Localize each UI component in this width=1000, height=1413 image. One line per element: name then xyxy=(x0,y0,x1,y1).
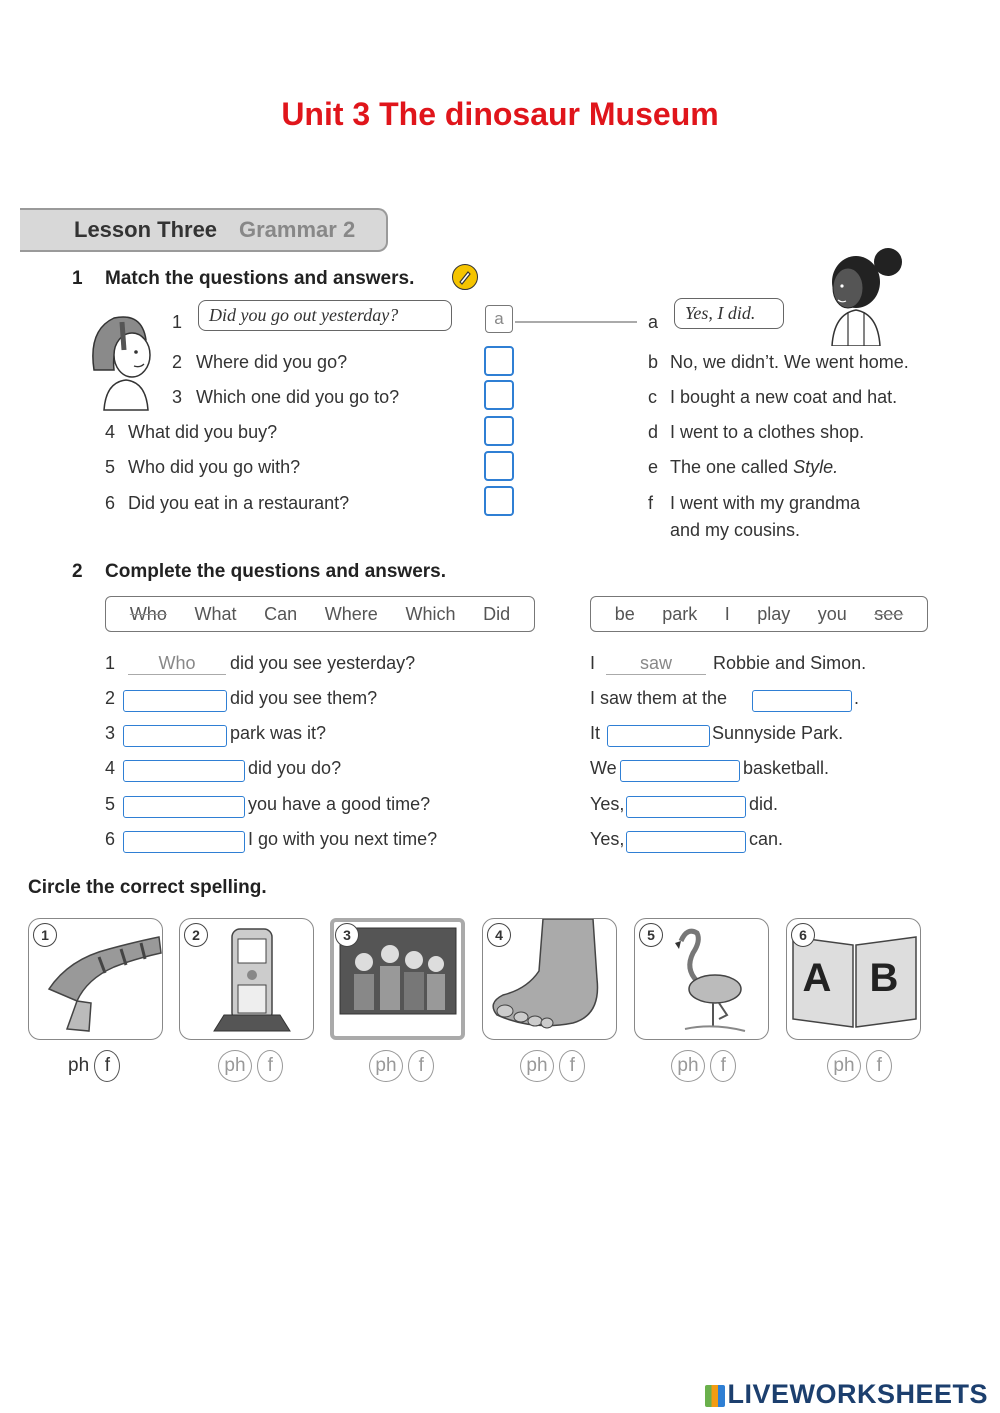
option-f[interactable]: f xyxy=(408,1050,434,1082)
example-answer-box: a xyxy=(485,305,513,333)
answer-b-text: No, we didn’t. We went home. xyxy=(670,352,909,372)
word-bank-item: play xyxy=(757,603,791,624)
spelling-options-3 xyxy=(369,1050,434,1082)
question-number-4: 4 xyxy=(105,422,116,442)
row-1-answer: Robbie and Simon. xyxy=(713,653,867,673)
row-number-4: 4 xyxy=(105,758,116,778)
book-letter-b: B xyxy=(869,956,899,1000)
spelling-options-6 xyxy=(827,1050,892,1082)
option-ph[interactable]: ph xyxy=(218,1050,252,1082)
question-2-text: Where did you go? xyxy=(196,352,348,372)
row-1-question: did you see yesterday? xyxy=(230,653,416,673)
word-bank-item: Can xyxy=(264,603,298,624)
option-ph[interactable]: ph xyxy=(671,1050,705,1082)
row-number-2: 2 xyxy=(105,688,116,708)
example-answer-word: saw xyxy=(606,653,706,675)
answer-e-prefix: The one called xyxy=(670,457,794,477)
picture-number-4: 4 xyxy=(487,923,511,947)
question-6-text: Did you eat in a restaurant? xyxy=(128,493,350,513)
question-number-5: 5 xyxy=(105,457,116,477)
row-2-answer: . xyxy=(854,688,860,708)
answer-e-title: Style. xyxy=(793,457,839,477)
row-2-question: did you see them? xyxy=(230,688,378,708)
row-number-1: 1 xyxy=(105,653,116,673)
answer-input-3[interactable] xyxy=(607,725,710,747)
answer-box-5[interactable] xyxy=(484,451,514,481)
option-f[interactable]: f xyxy=(866,1050,892,1082)
spelling-options-2 xyxy=(218,1050,283,1082)
answer-box-3[interactable] xyxy=(484,380,514,410)
option-ph[interactable]: ph xyxy=(369,1050,403,1082)
option-f[interactable]: f xyxy=(257,1050,283,1082)
logo-badge-icon xyxy=(705,1385,725,1407)
picture-number-3: 3 xyxy=(335,923,359,947)
answer-letter-b: b xyxy=(648,352,659,372)
question-input-5[interactable] xyxy=(123,796,245,818)
option-f[interactable]: f xyxy=(559,1050,585,1082)
word-bank-item: Where xyxy=(324,603,378,624)
ex1-heading: Match the questions and answers. xyxy=(105,268,415,289)
row-3-answer: Sunnyside Park. xyxy=(712,723,844,743)
option-ph[interactable]: ph xyxy=(827,1050,861,1082)
question-input-4[interactable] xyxy=(123,760,245,782)
option-f-circled[interactable]: f xyxy=(94,1050,120,1082)
question-number-6: 6 xyxy=(105,493,116,513)
word-bank-item: see xyxy=(874,603,904,624)
answer-f-text: I went with my grandma xyxy=(670,493,861,513)
word-bank-questions xyxy=(105,596,535,632)
question-1-text: Did you go out yesterday? xyxy=(209,305,399,325)
speech-bubble-answer-a xyxy=(674,298,784,329)
spelling-options-1 xyxy=(68,1050,120,1082)
answer-f-text-line2: and my cousins. xyxy=(670,520,801,540)
pencil-icon xyxy=(452,264,478,290)
row-2-answer-prefix: I saw them at the xyxy=(590,688,728,708)
word-bank-item: Which xyxy=(405,603,456,624)
row-number-6: 6 xyxy=(105,829,116,849)
answer-letter-c: c xyxy=(648,387,657,407)
option-f[interactable]: f xyxy=(710,1050,736,1082)
answer-box-4[interactable] xyxy=(484,416,514,446)
answer-d-text: I went to a clothes shop. xyxy=(670,422,865,442)
word-bank-answers xyxy=(590,596,928,632)
picture-number-6: 6 xyxy=(791,923,815,947)
girl-illustration-icon xyxy=(84,310,164,420)
spelling-options-5 xyxy=(671,1050,736,1082)
lesson-subtitle: Grammar 2 xyxy=(239,217,356,242)
example-question-word: Who xyxy=(128,653,226,675)
spelling-options-4 xyxy=(520,1050,585,1082)
answer-letter-f: f xyxy=(648,493,654,513)
word-bank-item: be xyxy=(614,603,635,624)
row-6-question: I go with you next time? xyxy=(248,829,438,849)
answer-box-6[interactable] xyxy=(484,486,514,516)
option-ph[interactable]: ph xyxy=(68,1055,90,1076)
match-line xyxy=(515,321,637,323)
row-5-answer-prefix: Yes, xyxy=(590,794,625,814)
question-3-text: Which one did you go to? xyxy=(196,387,400,407)
row-4-answer: basketball. xyxy=(743,758,830,778)
answer-input-5[interactable] xyxy=(626,796,746,818)
row-4-question: did you do? xyxy=(248,758,342,778)
answer-input-4[interactable] xyxy=(620,760,740,782)
row-5-answer: did. xyxy=(749,794,779,814)
answer-input-2[interactable] xyxy=(752,690,852,712)
row-6-answer: can. xyxy=(749,829,784,849)
speech-bubble-question-1 xyxy=(198,300,452,331)
row-3-question: park was it? xyxy=(230,723,327,743)
answer-e-text xyxy=(670,457,838,478)
option-ph[interactable]: ph xyxy=(520,1050,554,1082)
question-input-3[interactable] xyxy=(123,725,227,747)
word-bank-item: I xyxy=(724,603,730,624)
question-number-1: 1 xyxy=(172,312,183,332)
word-bank-item: park xyxy=(662,603,698,624)
picture-number-1: 1 xyxy=(33,923,57,947)
lesson-title: Lesson Three xyxy=(74,217,218,242)
book-letter-a: A xyxy=(802,956,832,1000)
word-bank-item: you xyxy=(817,603,847,624)
picture-number-5: 5 xyxy=(639,923,663,947)
logo-text: LIVEWORKSHEETS xyxy=(727,1379,988,1409)
answer-letter-e: e xyxy=(648,457,659,477)
answer-letter-a: a xyxy=(648,312,659,332)
word-bank-item: Who xyxy=(129,603,167,624)
answer-input-6[interactable] xyxy=(626,831,746,853)
liveworksheets-logo xyxy=(705,1379,988,1410)
question-number-2: 2 xyxy=(172,352,183,372)
row-number-5: 5 xyxy=(105,794,116,814)
page-title: Unit 3 The dinosaur Museum xyxy=(281,96,719,132)
word-bank-item: What xyxy=(194,603,237,624)
row-5-question: you have a good time? xyxy=(248,794,431,814)
word-bank-item: Did xyxy=(483,603,511,624)
answer-letter-d: d xyxy=(648,422,659,442)
woman-illustration-icon xyxy=(818,246,910,351)
question-4-text: What did you buy? xyxy=(128,422,278,442)
question-5-text: Who did you go with? xyxy=(128,457,301,477)
row-1-answer-prefix: I xyxy=(590,653,596,673)
question-input-2[interactable] xyxy=(123,690,227,712)
ex1-number: 1 xyxy=(72,268,83,289)
ex3-heading: Circle the correct spelling. xyxy=(28,877,267,898)
answer-box-2[interactable] xyxy=(484,346,514,376)
ex2-number: 2 xyxy=(72,561,83,582)
answer-a-text: Yes, I did. xyxy=(685,303,756,323)
question-input-6[interactable] xyxy=(123,831,245,853)
answer-c-text: I bought a new coat and hat. xyxy=(670,387,898,407)
picture-number-2: 2 xyxy=(184,923,208,947)
question-number-3: 3 xyxy=(172,387,183,407)
row-number-3: 3 xyxy=(105,723,116,743)
row-6-answer-prefix: Yes, xyxy=(590,829,625,849)
row-4-answer-prefix: We xyxy=(590,758,617,778)
row-3-answer-prefix: It xyxy=(590,723,601,743)
ex2-heading: Complete the questions and answers. xyxy=(105,561,447,582)
